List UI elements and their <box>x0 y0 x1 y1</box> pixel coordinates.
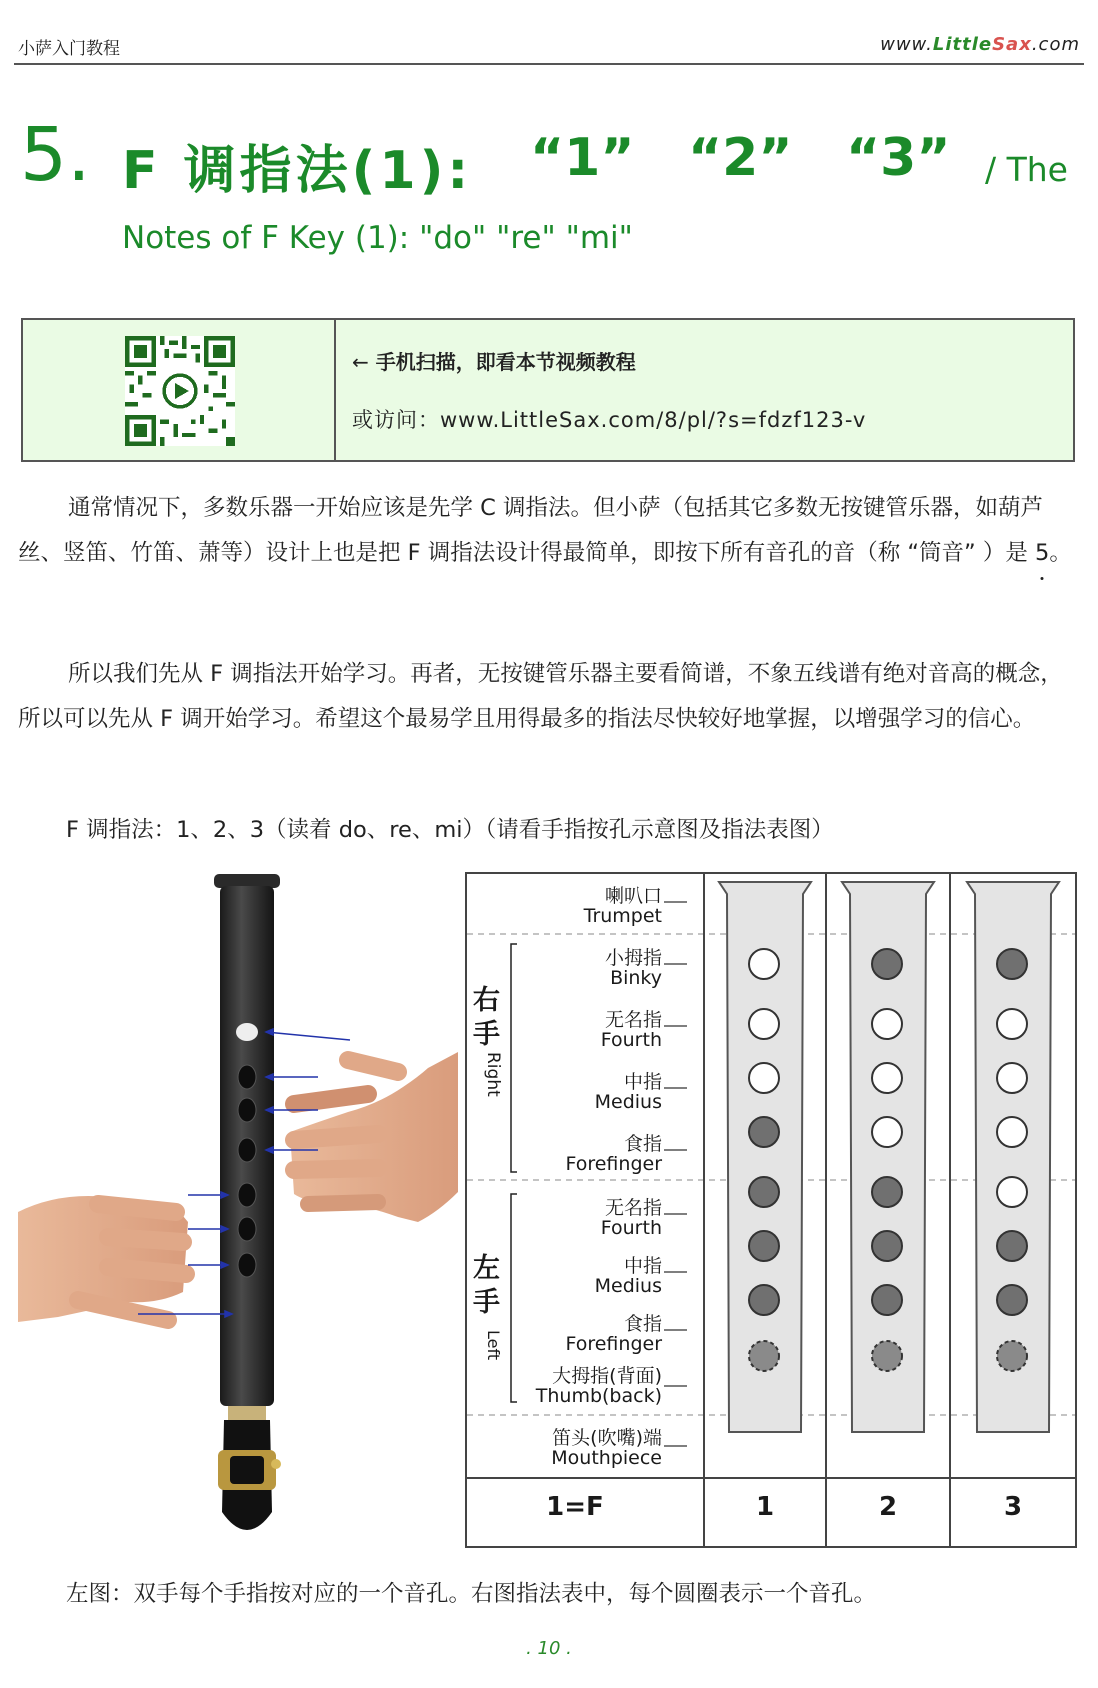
row-label-cn: 无名指 <box>604 1009 662 1031</box>
title-note-3: “3” <box>846 128 951 188</box>
column-label-3: 3 <box>1003 1492 1023 1522</box>
left-hand-cn: 左手 <box>473 1253 500 1318</box>
row-label-en: Fourth <box>600 1029 662 1051</box>
hole-3-7-dashed <box>997 1341 1027 1371</box>
row-label-en: Trumpet <box>583 905 662 927</box>
hole-3-1-open <box>997 1009 1027 1039</box>
hole-2-3-open <box>872 1117 902 1147</box>
row-label-cn: 食指 <box>623 1133 662 1155</box>
hole-3-5-closed <box>997 1231 1027 1261</box>
right-hand-cn: 右手 <box>473 985 500 1050</box>
paragraph-1-end: 。 <box>1049 540 1072 566</box>
paragraph-2-text: 所以我们先从 F 调指法开始学习。再者，无按键管乐器主要看简谱，不象五线谱有绝对音高的概念，所以可以先从 F 调开始学习。希望这个最易学且用得最多的指法尽快较好地掌握，以增强学习的信心。 <box>18 661 1063 732</box>
hole-3-6-closed <box>997 1285 1027 1315</box>
page-number: . 10 . <box>526 1638 572 1659</box>
header-url[interactable] <box>880 34 1080 55</box>
hole-2-4-closed <box>872 1177 902 1207</box>
hole-2-2-open <box>872 1063 902 1093</box>
row-label-en: Thumb(back) <box>535 1385 662 1407</box>
row-label-en: Mouthpiece <box>551 1447 662 1469</box>
hole-1-1-open <box>749 1009 779 1039</box>
title-note-2: “2” <box>688 128 793 188</box>
visit-label: 或访问： <box>352 408 440 432</box>
hole-1-0-open <box>749 949 779 979</box>
sax-joint <box>228 1406 266 1420</box>
hole-1-4-closed <box>749 1177 779 1207</box>
hole-2-1-open <box>872 1009 902 1039</box>
qr-cell <box>23 320 336 460</box>
row-label-cn: 中指 <box>623 1071 662 1093</box>
url-sax: Sax <box>992 34 1032 55</box>
low-note-five: 5 <box>1035 531 1049 576</box>
row-label-en: Medius <box>594 1091 662 1113</box>
url-little: Little <box>932 34 993 55</box>
video-link-box <box>21 318 1075 462</box>
url-suffix: .com <box>1031 34 1080 55</box>
hole-1-2-open <box>749 1063 779 1093</box>
row-label-cn: 喇叭口 <box>604 885 662 907</box>
qr-code-icon[interactable] <box>125 336 235 446</box>
row-label-cn: 小拇指 <box>604 947 662 969</box>
paragraph-2 <box>18 652 1082 742</box>
hole-1-7-dashed <box>749 1341 779 1371</box>
row-label-en: Forefinger <box>565 1153 662 1175</box>
paragraph-1-text: 通常情况下，多数乐器一开始应该是先学 C 调指法。但小萨（包括其它多数无按键管乐器，如葫芦丝、竖笛、竹笛、萧等）设计上也是把 F 调指法设计得最简单，即按下所有音孔的音（称 “筒音” ）是 <box>18 495 1044 566</box>
figure-caption: 左图：双手每个手指按对应的一个音孔。右图指法表中，每个圆圈表示一个音孔。 <box>66 1581 877 1607</box>
paragraph-1 <box>18 486 1082 576</box>
hole-3-2-open <box>997 1063 1027 1093</box>
scan-hint <box>352 346 636 375</box>
hole-3-0-closed <box>997 949 1027 979</box>
sax-bell <box>214 874 280 888</box>
section-number: 5. <box>20 112 91 198</box>
hole-2-7-dashed <box>872 1341 902 1371</box>
fingering-intro: F 调指法：1、2、3（读着 do、re、mi）（请看手指按孔示意图及指法表图） <box>66 817 834 843</box>
title-english-start: / The <box>985 150 1068 189</box>
section-subtitle: Notes of F Key (1): "do" "re" "mi" <box>122 220 633 256</box>
sax-binky-hole <box>236 1023 258 1041</box>
section-title: F 调指法(1): <box>122 141 473 201</box>
hole-1-6-closed <box>749 1285 779 1315</box>
scan-text: 手机扫描，即看本节视频教程 <box>375 350 636 374</box>
left-hand-en: Left <box>484 1330 503 1361</box>
hole-2-6-closed <box>872 1285 902 1315</box>
column-label-1: 1 <box>755 1492 775 1522</box>
fingering-chart <box>465 872 1077 1548</box>
row-label-en: Fourth <box>600 1217 662 1239</box>
hole-2-5-closed <box>872 1231 902 1261</box>
visit-url[interactable]: www.LittleSax.com/8/pl/?s=fdzf123-v <box>440 408 867 432</box>
url-prefix: www. <box>880 34 933 55</box>
row-label-cn: 食指 <box>623 1313 662 1335</box>
row-label-cn: 大拇指(背面) <box>552 1365 662 1387</box>
row-label-cn: 无名指 <box>604 1197 662 1219</box>
hole-1-5-closed <box>749 1231 779 1261</box>
hole-3-4-open <box>997 1177 1027 1207</box>
hole-3-3-open <box>997 1117 1027 1147</box>
header-title: 小萨入门教程 <box>18 39 120 59</box>
right-hand-en: Right <box>483 1052 503 1097</box>
row-label-en: Binky <box>610 967 662 989</box>
row-label-en: Medius <box>594 1275 662 1297</box>
hole-2-0-closed <box>872 949 902 979</box>
header-divider <box>14 63 1084 65</box>
hands-on-sax-illustration <box>18 872 458 1548</box>
title-note-1: “1” <box>530 128 635 188</box>
key-label: 1=F <box>546 1492 604 1522</box>
hole-1-3-closed <box>749 1117 779 1147</box>
visit-link[interactable] <box>352 404 866 434</box>
row-label-cn: 笛头(吹嘴)端 <box>552 1427 662 1449</box>
left-arrow-icon: ← <box>352 350 369 374</box>
row-label-cn: 中指 <box>623 1255 662 1277</box>
row-label-en: Forefinger <box>565 1333 662 1355</box>
column-label-2: 2 <box>878 1492 898 1522</box>
